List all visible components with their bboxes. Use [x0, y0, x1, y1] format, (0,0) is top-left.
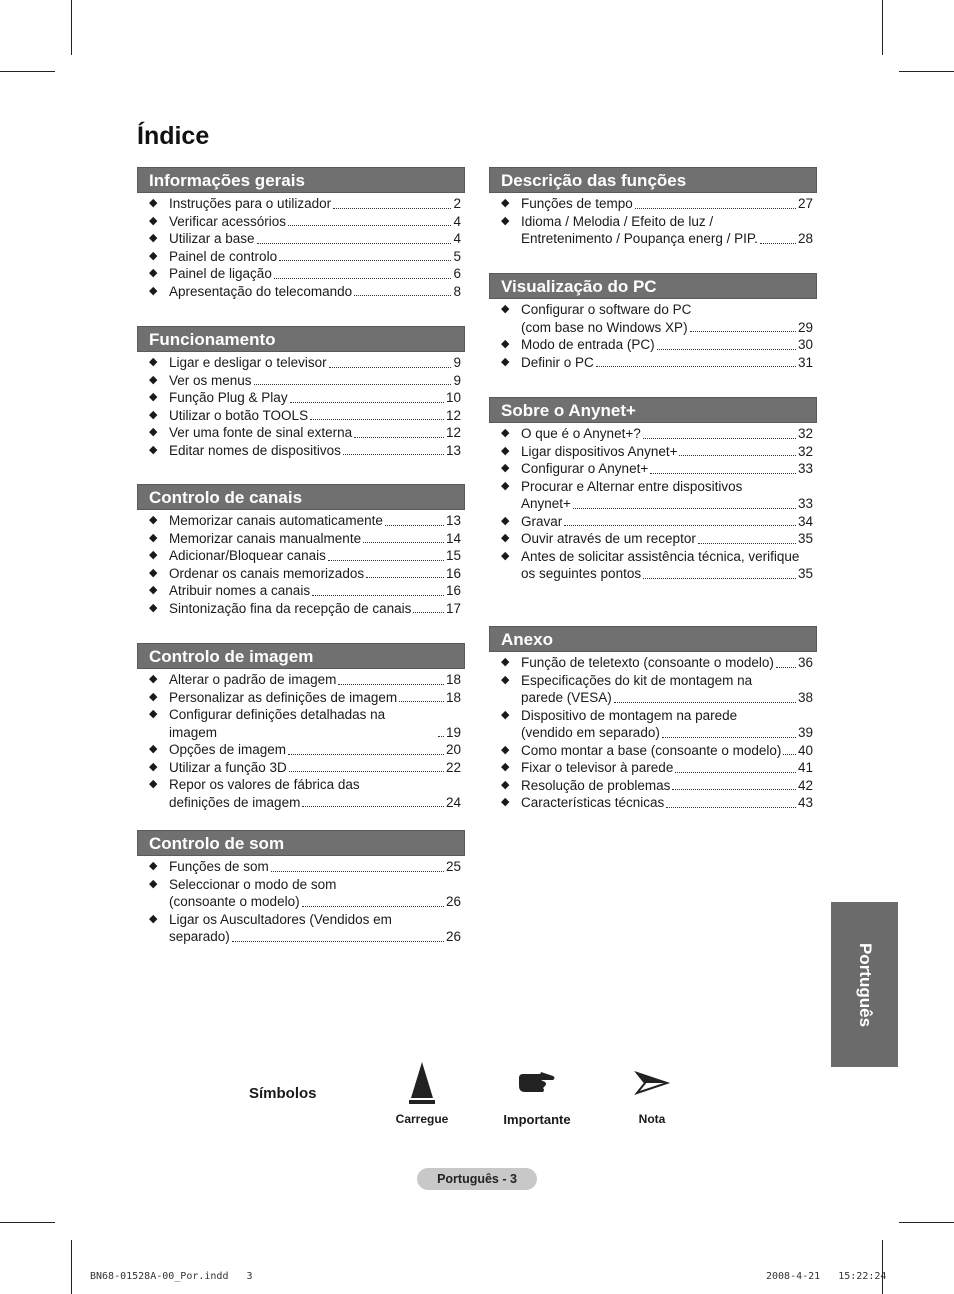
- toc-page-number: 41: [797, 760, 813, 775]
- symbols-label: Símbolos: [249, 1085, 317, 1102]
- toc-list: [489, 652, 817, 812]
- dot-leader: [289, 771, 444, 772]
- dot-leader: [614, 702, 796, 703]
- toc-page-number: 8: [453, 283, 461, 299]
- page-title: Índice: [137, 122, 210, 150]
- toc-entry[interactable]: [137, 442, 465, 460]
- section-heading: Sobre o Anynet+: [489, 397, 817, 423]
- toc-entry-text: Configurar o software do PC: [521, 302, 692, 317]
- diamond-bullet-icon: ◆: [501, 549, 510, 562]
- dot-leader: [329, 367, 452, 368]
- toc-page-number: 40: [797, 742, 813, 758]
- diamond-bullet-icon: ◆: [501, 479, 510, 492]
- dot-leader: [274, 278, 452, 279]
- dot-leader: [399, 701, 444, 702]
- toc-entry[interactable]: [489, 478, 817, 513]
- toc-entry[interactable]: [489, 513, 817, 531]
- diamond-bullet-icon: ◆: [501, 338, 510, 350]
- toc-entry-text: Modo de entrada (PC): [521, 337, 655, 352]
- diamond-bullet-icon: ◆: [149, 778, 158, 790]
- toc-page-number: 18: [445, 689, 461, 705]
- toc-page-number: 22: [445, 759, 461, 775]
- toc-section: [489, 167, 817, 248]
- toc-page-number: 9: [453, 355, 461, 370]
- dot-leader: [232, 941, 444, 942]
- pointing-hand-icon: [517, 1070, 557, 1096]
- diamond-bullet-icon: ◆: [149, 284, 158, 297]
- toc-page-number: 43: [797, 795, 813, 810]
- toc-entry[interactable]: [137, 424, 465, 442]
- toc-entry-text: Antes de solicitar assistência técnica, verifique: [521, 548, 800, 564]
- toc-entry-text: Ouvir através de um receptor: [521, 531, 696, 546]
- dot-leader: [338, 684, 444, 685]
- toc-entry-text: Função Plug & Play: [169, 390, 288, 405]
- toc-page-number: 24: [445, 794, 461, 810]
- toc-entry-lastline: [521, 689, 813, 707]
- toc-entry-text: Alterar o padrão de imagem: [169, 672, 337, 687]
- section-heading: Funcionamento: [137, 326, 465, 352]
- toc-section: [489, 397, 817, 583]
- toc-entry-text: Ver os menus: [169, 372, 252, 388]
- toc-section: [137, 830, 465, 946]
- toc-page-number: 26: [445, 929, 461, 944]
- toc-entry-text: (com base no Windows XP): [521, 319, 688, 335]
- toc-entry[interactable]: [137, 547, 465, 565]
- section-heading: Informações gerais: [137, 167, 465, 193]
- toc-entry[interactable]: [137, 582, 465, 600]
- toc-entry-text: Ligar dispositivos Anynet+: [521, 443, 678, 459]
- toc-entry-text: Seleccionar o modo de som: [169, 876, 337, 892]
- toc-page-number: 2: [453, 196, 461, 211]
- dot-leader: [760, 243, 796, 244]
- toc-page-number: 14: [445, 530, 461, 546]
- toc-entry-text: Resolução de problemas: [521, 777, 671, 793]
- toc-page-number: 25: [445, 859, 461, 874]
- toc-entry-text: Painel de ligação: [169, 266, 272, 281]
- toc-entry[interactable]: [137, 213, 465, 231]
- dot-leader: [698, 543, 796, 544]
- toc-page-number: 33: [797, 461, 813, 476]
- toc-page-number: 38: [797, 690, 813, 705]
- toc-page-number: 17: [445, 600, 461, 616]
- print-timestamp: 2008-4-21 15:22:24: [766, 1271, 887, 1282]
- toc-page-number: 28: [797, 231, 813, 246]
- diamond-bullet-icon: ◆: [501, 532, 510, 544]
- crop-mark: [71, 1240, 72, 1294]
- toc-entry-text: parede (VESA): [521, 690, 612, 705]
- toc-entry[interactable]: [489, 707, 817, 742]
- language-side-tab-label: Português: [855, 942, 875, 1027]
- toc-entry-lastline: [521, 724, 813, 742]
- toc-entry-text: Idioma / Melodia / Efeito de luz /: [521, 213, 714, 229]
- dot-leader: [312, 595, 444, 596]
- dot-leader: [635, 208, 796, 209]
- dot-leader: [413, 612, 444, 613]
- dot-leader: [288, 754, 444, 755]
- dot-leader: [366, 577, 444, 578]
- page-number-badge: Português - 3: [417, 1168, 537, 1190]
- dot-leader: [438, 736, 444, 737]
- toc-page-number: 39: [797, 725, 813, 740]
- toc-page-number: 26: [445, 894, 461, 909]
- dot-leader: [666, 807, 796, 808]
- toc-page-number: 16: [445, 583, 461, 598]
- diamond-bullet-icon: ◆: [501, 778, 510, 791]
- diamond-bullet-icon: ◆: [149, 249, 158, 262]
- crop-mark: [899, 1222, 954, 1223]
- toc-entry-lastline: [169, 928, 461, 946]
- toc-page-number: 35: [797, 566, 813, 581]
- toc-entry[interactable]: [137, 600, 465, 618]
- diamond-bullet-icon: ◆: [149, 912, 158, 925]
- toc-entry[interactable]: [137, 512, 465, 530]
- toc-entry-text: Função de teletexto (consoante o modelo): [521, 655, 774, 670]
- toc-page-number: 10: [445, 390, 461, 405]
- toc-entry[interactable]: [489, 548, 817, 583]
- diamond-bullet-icon: ◆: [501, 673, 510, 686]
- toc-entry[interactable]: [489, 301, 817, 336]
- toc-entry-text: Características técnicas: [521, 795, 665, 810]
- toc-entry[interactable]: [489, 195, 817, 213]
- toc-entry[interactable]: [137, 230, 465, 248]
- diamond-bullet-icon: ◆: [149, 743, 158, 755]
- toc-entry-text: Ordenar os canais memorizados: [169, 565, 365, 581]
- toc-section: [489, 626, 817, 812]
- dot-leader: [290, 402, 444, 403]
- toc-page-number: 33: [797, 496, 813, 511]
- toc-entry[interactable]: [489, 742, 817, 760]
- toc-list: [137, 193, 465, 300]
- toc-entry-text: Utilizar a base: [169, 231, 255, 246]
- toc-entry[interactable]: [137, 354, 465, 372]
- toc-entry-text: Editar nomes de dispositivos: [169, 442, 341, 458]
- symbol-caption: Nota: [638, 1112, 666, 1126]
- diamond-bullet-icon: ◆: [501, 708, 510, 721]
- toc-entry[interactable]: [137, 407, 465, 425]
- toc-entry[interactable]: [137, 248, 465, 266]
- diamond-bullet-icon: ◆: [149, 673, 158, 685]
- diamond-bullet-icon: ◆: [149, 426, 158, 438]
- toc-entry-text: Ver uma fonte de sinal externa: [169, 425, 353, 440]
- dot-leader: [257, 243, 452, 244]
- toc-entry[interactable]: [137, 689, 465, 707]
- diamond-bullet-icon: ◆: [501, 444, 510, 457]
- dot-leader: [776, 667, 796, 668]
- toc-entry-text: Memorizar canais automaticamente: [169, 513, 383, 528]
- toc-list: [137, 352, 465, 459]
- toc-entry[interactable]: [489, 759, 817, 777]
- toc-entry-text: Ligar e desligar o televisor: [169, 355, 327, 370]
- toc-entry[interactable]: [137, 265, 465, 283]
- diamond-bullet-icon: ◆: [501, 214, 510, 227]
- toc-entry[interactable]: [489, 213, 817, 248]
- toc-entry-text: Como montar a base (consoante o modelo): [521, 742, 782, 758]
- diamond-bullet-icon: ◆: [501, 303, 510, 315]
- dot-leader: [333, 208, 451, 209]
- toc-entry-text: Entretenimento / Poupança energ / PIP.: [521, 231, 758, 246]
- dot-leader: [596, 366, 796, 367]
- note-arrow-icon: [633, 1070, 671, 1096]
- dot-leader: [650, 473, 796, 474]
- toc-entry-text: O que é o Anynet+?: [521, 426, 641, 441]
- toc-entry[interactable]: [489, 794, 817, 812]
- toc-page-number: 20: [445, 742, 461, 757]
- dot-leader: [302, 806, 444, 807]
- toc-list: [137, 510, 465, 617]
- toc-entry-text: os seguintes pontos: [521, 566, 642, 581]
- symbol-carregue: [392, 1060, 452, 1126]
- crop-mark: [899, 71, 954, 72]
- toc-entry-lastline: [169, 893, 461, 911]
- diamond-bullet-icon: ◆: [149, 267, 158, 279]
- diamond-bullet-icon: ◆: [149, 373, 158, 386]
- toc-entry-lastline: [521, 319, 813, 337]
- toc-entry[interactable]: [137, 911, 465, 946]
- crop-mark: [0, 1222, 55, 1223]
- dot-leader: [354, 295, 451, 296]
- diamond-bullet-icon: ◆: [501, 514, 510, 527]
- diamond-bullet-icon: ◆: [149, 214, 158, 227]
- toc-entry[interactable]: [137, 195, 465, 213]
- toc-page-number: 19: [445, 724, 461, 740]
- toc-entry[interactable]: [489, 354, 817, 372]
- toc-page-number: 31: [797, 354, 813, 370]
- toc-list: [137, 669, 465, 811]
- diamond-bullet-icon: ◆: [149, 566, 158, 579]
- dot-leader: [288, 225, 451, 226]
- toc-entry[interactable]: [489, 654, 817, 672]
- diamond-bullet-icon: ◆: [149, 531, 158, 544]
- diamond-bullet-icon: ◆: [149, 708, 158, 720]
- symbol-caption: Carregue: [395, 1112, 449, 1126]
- dot-leader: [679, 455, 795, 456]
- diamond-bullet-icon: ◆: [501, 761, 510, 773]
- symbol-nota: [627, 1070, 677, 1126]
- toc-list: [489, 423, 817, 583]
- crop-mark: [0, 71, 55, 72]
- dot-leader: [643, 438, 796, 439]
- toc-entry[interactable]: [137, 565, 465, 583]
- toc-page-number: 36: [797, 655, 813, 670]
- toc-entry[interactable]: [137, 706, 465, 741]
- crop-mark: [882, 1240, 883, 1294]
- toc-page-number: 5: [453, 248, 461, 264]
- dot-leader: [672, 789, 796, 790]
- dot-leader: [302, 906, 444, 907]
- toc-list: [137, 856, 465, 946]
- toc-section: [137, 167, 465, 300]
- toc-page-number: 32: [797, 443, 813, 459]
- dot-leader: [690, 331, 796, 332]
- toc-entry-text: definições de imagem: [169, 794, 301, 810]
- section-heading: Controlo de imagem: [137, 643, 465, 669]
- toc-entry[interactable]: [137, 283, 465, 301]
- toc-entry-text: Instruções para o utilizador: [169, 196, 332, 211]
- section-heading: Controlo de canais: [137, 484, 465, 510]
- diamond-bullet-icon: ◆: [149, 443, 158, 456]
- toc-entry[interactable]: [137, 876, 465, 911]
- toc-page-number: 18: [445, 672, 461, 687]
- symbol-importante: [496, 1070, 578, 1127]
- toc-entry[interactable]: [137, 671, 465, 689]
- toc-page-number: 34: [797, 513, 813, 529]
- toc-entry-text: Apresentação do telecomando: [169, 283, 353, 299]
- diamond-bullet-icon: ◆: [501, 355, 510, 368]
- press-arrow-icon: [407, 1060, 437, 1106]
- toc-page-number: 9: [453, 372, 461, 388]
- toc-section: [137, 643, 465, 811]
- dot-leader: [564, 525, 796, 526]
- toc-entry[interactable]: [137, 776, 465, 811]
- toc-page-number: 13: [445, 513, 461, 528]
- toc-section: [137, 484, 465, 617]
- diamond-bullet-icon: ◆: [149, 584, 158, 596]
- toc-entry[interactable]: [137, 759, 465, 777]
- toc-page-number: 6: [453, 266, 461, 281]
- toc-entry-text: Personalizar as definições de imagem: [169, 689, 398, 705]
- diamond-bullet-icon: ◆: [501, 427, 510, 439]
- toc-entry[interactable]: [137, 530, 465, 548]
- toc-entry-text: Gravar: [521, 513, 563, 529]
- dot-leader: [279, 260, 451, 261]
- toc-entry-text: Anynet+: [521, 496, 571, 511]
- crop-mark: [71, 0, 72, 55]
- toc-entry-lastline: [169, 794, 461, 812]
- dot-leader: [643, 578, 796, 579]
- dot-leader: [354, 437, 444, 438]
- toc-entry[interactable]: [489, 777, 817, 795]
- toc-section: [137, 326, 465, 459]
- toc-entry-text: Configurar o Anynet+: [521, 461, 649, 476]
- toc-entry[interactable]: [137, 858, 465, 876]
- toc-entry-text: Repor os valores de fábrica das: [169, 777, 360, 792]
- diamond-bullet-icon: ◆: [501, 656, 510, 668]
- toc-entry-text: Memorizar canais manualmente: [169, 530, 362, 546]
- diamond-bullet-icon: ◆: [149, 408, 158, 421]
- toc-entry-lastline: [521, 565, 813, 583]
- toc-page-number: 29: [797, 319, 813, 335]
- toc-entry-lastline: [521, 495, 813, 513]
- diamond-bullet-icon: ◆: [149, 197, 158, 209]
- dot-leader: [573, 508, 796, 509]
- dot-leader: [343, 454, 444, 455]
- toc-entry-text: Definir o PC: [521, 354, 594, 370]
- diamond-bullet-icon: ◆: [149, 549, 158, 561]
- toc-page-number: 15: [445, 548, 461, 563]
- dot-leader: [310, 419, 444, 420]
- dot-leader: [657, 349, 796, 350]
- toc-entry-text: Procurar e Alternar entre dispositivos: [521, 478, 743, 494]
- section-heading: Anexo: [489, 626, 817, 652]
- dot-leader: [363, 542, 444, 543]
- toc-entry[interactable]: [489, 530, 817, 548]
- toc-page-number: 32: [797, 426, 813, 441]
- toc-page-number: 35: [797, 531, 813, 546]
- diamond-bullet-icon: ◆: [149, 877, 158, 890]
- language-side-tab: [831, 902, 898, 1067]
- diamond-bullet-icon: ◆: [149, 391, 158, 403]
- toc-entry[interactable]: [489, 336, 817, 354]
- toc-entry[interactable]: [489, 460, 817, 478]
- toc-page-number: 12: [445, 407, 461, 423]
- toc-entry-text: Atribuir nomes a canais: [169, 583, 311, 598]
- toc-page-number: 30: [797, 337, 813, 352]
- print-file-info: BN68-01528A-00_Por.indd 3: [90, 1271, 253, 1282]
- toc-entry-text: Utilizar a função 3D: [169, 759, 287, 775]
- toc-page-number: 12: [445, 425, 461, 440]
- diamond-bullet-icon: ◆: [149, 860, 158, 872]
- toc-list: [489, 193, 817, 248]
- diamond-bullet-icon: ◆: [149, 690, 158, 703]
- dot-leader: [328, 560, 444, 561]
- dot-leader: [254, 384, 452, 385]
- toc-entry[interactable]: [489, 443, 817, 461]
- diamond-bullet-icon: ◆: [149, 232, 158, 244]
- toc-entry-text: Sintonização fina da recepção de canais: [169, 600, 412, 616]
- diamond-bullet-icon: ◆: [501, 462, 510, 474]
- toc-section: [489, 273, 817, 371]
- diamond-bullet-icon: ◆: [149, 760, 158, 773]
- toc-page-number: 27: [797, 196, 813, 211]
- toc-entry-text: Adicionar/Bloquear canais: [169, 548, 326, 563]
- toc-entry-text: Fixar o televisor à parede: [521, 760, 674, 775]
- diamond-bullet-icon: ◆: [149, 356, 158, 368]
- dot-leader: [271, 871, 444, 872]
- diamond-bullet-icon: ◆: [149, 601, 158, 614]
- crop-mark: [882, 0, 883, 55]
- toc-entry-text: Dispositivo de montagem na parede: [521, 707, 738, 723]
- dot-leader: [662, 737, 796, 738]
- dot-leader: [783, 754, 796, 755]
- toc-entry-text: Funções de som: [169, 859, 269, 874]
- toc-entry-text: Ligar os Auscultadores (Vendidos em: [169, 911, 392, 927]
- toc-list: [489, 299, 817, 371]
- toc-entry[interactable]: [489, 425, 817, 443]
- toc-entry-text: Opções de imagem: [169, 742, 287, 757]
- toc-page-number: 13: [445, 442, 461, 458]
- toc-entry-text: Verificar acessórios: [169, 213, 287, 229]
- toc-page-number: 42: [797, 777, 813, 793]
- dot-leader: [385, 525, 444, 526]
- toc-entry[interactable]: [137, 372, 465, 390]
- section-heading: Descrição das funções: [489, 167, 817, 193]
- symbol-caption: Importante: [503, 1112, 571, 1127]
- section-heading: Controlo de som: [137, 830, 465, 856]
- toc-page-number: 16: [445, 565, 461, 581]
- toc-entry-text: Funções de tempo: [521, 196, 633, 211]
- diamond-bullet-icon: ◆: [501, 197, 510, 209]
- toc-entry-text: (vendido em separado): [521, 725, 660, 740]
- toc-entry[interactable]: [489, 672, 817, 707]
- diamond-bullet-icon: ◆: [149, 514, 158, 526]
- diamond-bullet-icon: ◆: [501, 796, 510, 808]
- section-heading: Visualização do PC: [489, 273, 817, 299]
- toc-page-number: 4: [453, 213, 461, 229]
- toc-entry-lastline: [521, 230, 813, 248]
- toc-entry-text: (consoante o modelo): [169, 894, 300, 909]
- dot-leader: [675, 772, 796, 773]
- toc-entry-text: Configurar definições detalhadas na imagem: [169, 707, 389, 740]
- toc-entry-text: Painel de controlo: [169, 248, 278, 264]
- toc-entry-text: Utilizar o botão TOOLS: [169, 407, 309, 423]
- toc-entry[interactable]: [137, 741, 465, 759]
- diamond-bullet-icon: ◆: [501, 743, 510, 756]
- toc-page-number: 4: [453, 231, 461, 246]
- toc-entry-text: separado): [169, 929, 230, 944]
- toc-entry-text: Especificações do kit de montagem na: [521, 672, 753, 688]
- toc-entry[interactable]: [137, 389, 465, 407]
